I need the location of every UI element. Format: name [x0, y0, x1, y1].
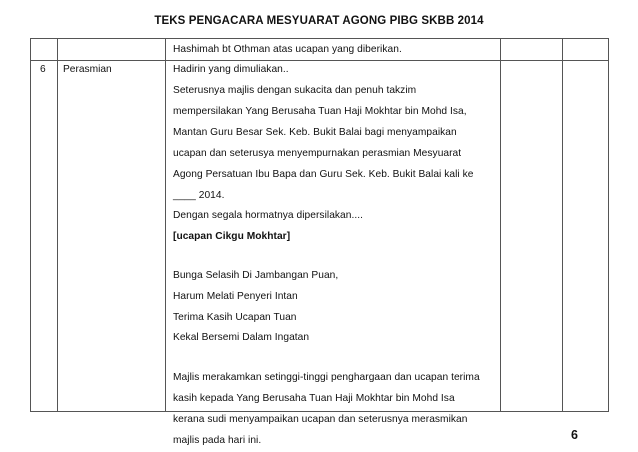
row-item-title: Perasmian — [63, 64, 112, 75]
column-divider-number — [57, 39, 58, 411]
column-divider-item — [165, 39, 166, 411]
script-line: Mantan Guru Besar Sek. Keb. Bukit Balai bagi menyampaikan — [173, 127, 457, 138]
script-line: ____ 2014. — [173, 190, 225, 201]
pantun-line: Bunga Selasih Di Jambangan Puan, — [173, 270, 339, 281]
script-line: kerana sudi menyampaikan ucapan dan seterusnya merasmikan — [173, 414, 468, 425]
script-line: Majlis merakamkan setinggi-tinggi penghargaan dan ucapan terima — [173, 372, 480, 383]
agenda-table — [30, 38, 609, 446]
prev-row-text: Hashimah bt Othman atas ucapan yang diberikan. — [173, 44, 402, 55]
script-line: Agong Persatuan Ibu Bapa dan Guru Sek. Keb. Bukit Balai kali ke — [173, 169, 474, 180]
column-divider-script — [500, 39, 501, 411]
script-line: majlis pada hari ini. — [173, 435, 262, 446]
pantun-line: Terima Kasih Ucapan Tuan — [173, 312, 297, 323]
document-title: TEKS PENGACARA MESYUARAT AGONG PIBG SKBB 2014 — [154, 15, 484, 27]
speech-cue: [ucapan Cikgu Mokhtar] — [173, 231, 291, 242]
page-number: 6 — [571, 428, 578, 442]
script-line: Hadirin yang dimuliakan.. — [173, 64, 289, 75]
row-number: 6 — [40, 64, 46, 75]
script-line: kasih kepada Yang Berusaha Tuan Haji Mokhtar bin Mohd Isa — [173, 393, 455, 404]
script-line: Dengan segala hormatnya dipersilakan.... — [173, 210, 364, 221]
pantun-line: Harum Melati Penyeri Intan — [173, 291, 298, 302]
pantun-line: Kekal Bersemi Dalam Ingatan — [173, 332, 310, 343]
script-line: Seterusnya majlis dengan sukacita dan penuh takzim — [173, 85, 417, 96]
script-line: ucapan dan seterusya menyempurnakan perasmian Mesyuarat — [173, 148, 462, 159]
row-divider — [31, 60, 608, 61]
script-line: mempersilakan Yang Berusaha Tuan Haji Mokhtar bin Mohd Isa, — [173, 106, 467, 117]
column-divider-notes — [562, 39, 563, 411]
